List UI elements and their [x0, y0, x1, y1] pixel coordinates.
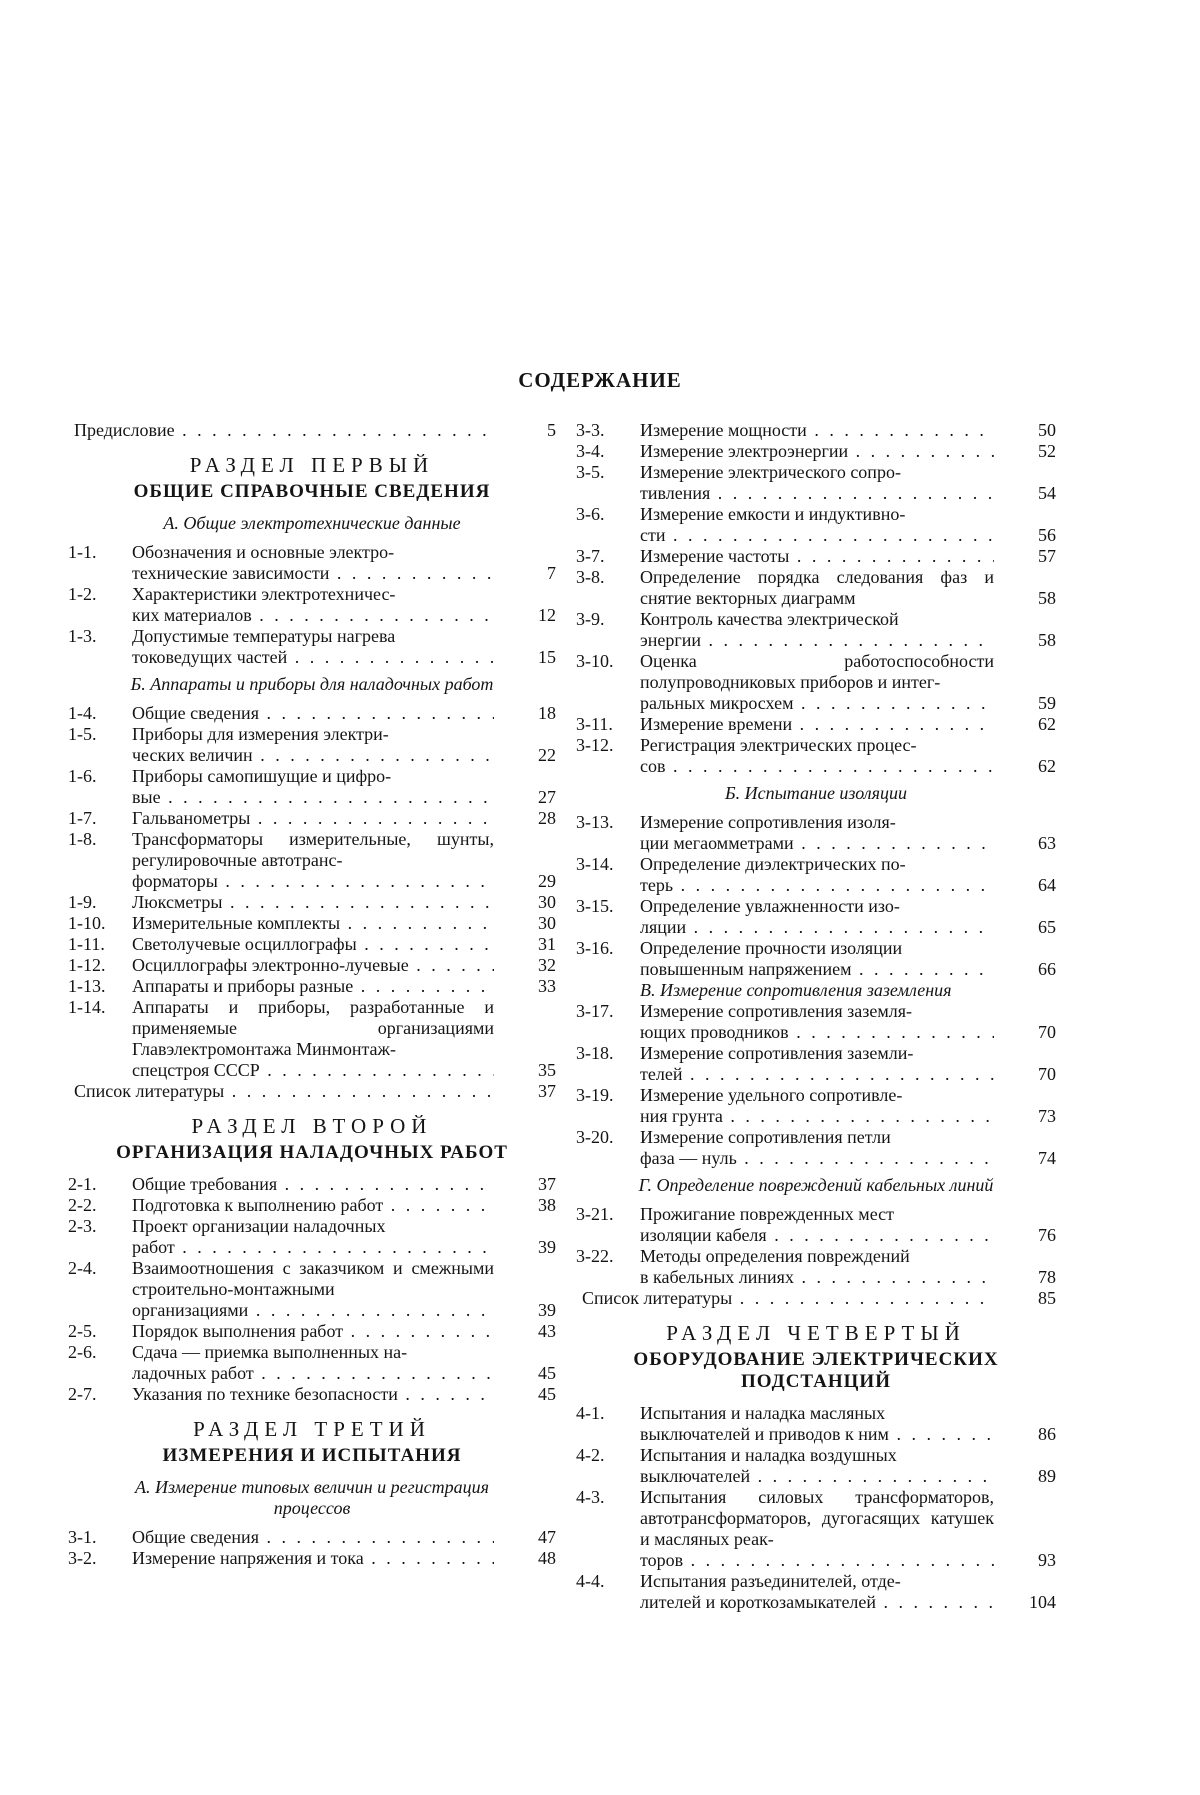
- entry-page: 89: [1038, 1466, 1056, 1486]
- entry-page: 31: [538, 934, 556, 954]
- entry-number: 3-17.: [576, 1001, 614, 1021]
- entry-text-tail: сти . . .: [640, 525, 994, 546]
- toc-entry: [68, 997, 556, 1081]
- entry-text: [132, 1195, 494, 1216]
- entry-number: 4-3.: [576, 1487, 605, 1507]
- toc-entry: [576, 1445, 1056, 1487]
- entry-text-tail: торов . . .: [640, 1550, 994, 1571]
- entry-number: 4-4.: [576, 1571, 605, 1591]
- entry-page: 73: [1038, 1106, 1056, 1126]
- entry-number: 2-5.: [68, 1321, 97, 1341]
- part3-v-list: [576, 1001, 1056, 1169]
- entry-text-tail: организациями . . .: [132, 1300, 494, 1321]
- toc-entry: [576, 735, 1056, 777]
- entry-text-tail: Светолучевые осциллографы . . .: [132, 934, 494, 955]
- entry-text: [132, 892, 494, 913]
- toc-entry: [68, 766, 556, 808]
- toc-entry: [576, 567, 1056, 609]
- entry-page: 38: [538, 1195, 556, 1215]
- entry-page: 62: [1038, 714, 1056, 734]
- entry-text-tail: терь . . .: [640, 875, 994, 896]
- entry-page: 56: [1038, 525, 1056, 545]
- entry-text: [132, 808, 494, 829]
- toc-entry: [576, 1403, 1056, 1445]
- entry-text-tail: Измерение времени . . .: [640, 714, 994, 735]
- entry-number: 3-1.: [68, 1527, 97, 1547]
- entry-text: [640, 854, 994, 896]
- part1-b-list: [68, 703, 556, 1081]
- toc-entry: [68, 913, 556, 934]
- entry-text: [640, 1204, 994, 1246]
- entry-page: 39: [538, 1237, 556, 1257]
- entry-text-head: Приборы для измерения электри-: [132, 724, 389, 744]
- entry-number: 1-10.: [68, 913, 106, 933]
- entry-text: [132, 724, 494, 766]
- entry-text: [640, 1445, 994, 1487]
- entry-page: 66: [1038, 959, 1056, 979]
- entry-text: [640, 714, 994, 735]
- entry-text-tail: Общие требования . . .: [132, 1174, 494, 1195]
- entry-page: 29: [538, 871, 556, 891]
- entry-number: 3-14.: [576, 854, 614, 874]
- entry-page: 63: [1038, 833, 1056, 853]
- part1-title: ОБЩИЕ СПРАВОЧНЫЕ СВЕДЕНИЯ: [133, 481, 491, 502]
- entry-text-tail: ляции . . .: [640, 917, 994, 938]
- entry-text-tail: форматоры . . .: [132, 871, 494, 892]
- entry-page: 45: [538, 1384, 556, 1404]
- part3-a-continued-list: [576, 420, 1056, 777]
- entry-text: [132, 703, 494, 724]
- entry-number: 2-3.: [68, 1216, 97, 1236]
- entry-text-head: Измерение сопротивления заземля-: [640, 1001, 912, 1021]
- entry-text-tail: Измерение электроэнергии . . .: [640, 441, 994, 462]
- entry-text: [132, 1321, 494, 1342]
- toc-entry: [576, 1127, 1056, 1169]
- entry-text-head: Аппараты и приборы, разработанные и применяемые организациями Главэлектромонтажа Минмонтаж-: [132, 997, 494, 1059]
- entry-number: 3-19.: [576, 1085, 614, 1105]
- toc-right-column: [576, 420, 1056, 1613]
- entry-page: 65: [1038, 917, 1056, 937]
- entry-number: 1-2.: [68, 584, 97, 604]
- entry-text-head: Контроль качества электрической: [640, 609, 899, 629]
- toc-entry-literature: [576, 1288, 1056, 1309]
- entry-page: 76: [1038, 1225, 1056, 1245]
- entry-number: 4-2.: [576, 1445, 605, 1465]
- entry-text-head: Измерение сопротивления изоля-: [640, 812, 896, 832]
- entry-text-tail: энергии . . .: [640, 630, 994, 651]
- toc-entry: [68, 626, 556, 668]
- entry-number: 3-5.: [576, 462, 605, 482]
- entry-number: 3-20.: [576, 1127, 614, 1147]
- entry-page: 32: [538, 955, 556, 975]
- toc-entry: [68, 955, 556, 976]
- toc-entry: [576, 441, 1056, 462]
- part4-title: ОБОРУДОВАНИЕ ЭЛЕКТРИЧЕСКИХ ПОДСТАНЦИЙ: [633, 1349, 999, 1392]
- entry-text-head: Испытания силовых трансформаторов, автотрансформаторов, дугогасящих катушек и масляных реак-: [640, 1487, 994, 1549]
- entry-text-tail: вые . . .: [132, 787, 494, 808]
- entry-text-head: Измерение электрического сопро-: [640, 462, 901, 482]
- entry-page: 78: [1038, 1267, 1056, 1287]
- toc-left-column: [68, 420, 556, 1569]
- entry-text: [640, 546, 994, 567]
- entry-number: 1-5.: [68, 724, 97, 744]
- entry-number: 1-7.: [68, 808, 97, 828]
- entry-text-head: Определение прочности изоляции: [640, 938, 903, 958]
- entry-text-tail: сов . . .: [640, 756, 994, 777]
- entry-page: 58: [1038, 588, 1056, 608]
- toc-entry: [576, 420, 1056, 441]
- entry-number: 3-6.: [576, 504, 605, 524]
- entry-text-tail: выключателей и приводов к ним . . .: [640, 1424, 994, 1445]
- entry-number: 1-4.: [68, 703, 97, 723]
- entry-text: [640, 1403, 994, 1445]
- entry-page: 64: [1038, 875, 1056, 895]
- entry-text: [640, 1571, 994, 1613]
- entry-number: 1-12.: [68, 955, 106, 975]
- entry-page: 59: [1038, 693, 1056, 713]
- entry-page: 50: [1038, 420, 1056, 440]
- entry-text: [132, 829, 494, 892]
- entry-text: [132, 1258, 494, 1321]
- entry-page: 5: [547, 420, 556, 440]
- entry-text: [132, 976, 494, 997]
- toc-entry: [576, 1001, 1056, 1043]
- entry-text-tail: ральных микросхем . . .: [640, 693, 994, 714]
- entry-text-tail: лителей и короткозамыкателей . . .: [640, 1592, 994, 1613]
- toc-entry: [68, 1195, 556, 1216]
- part3-subsection-b: Б. Испытание изоляции: [725, 783, 907, 803]
- entry-text: [132, 1216, 494, 1258]
- entry-text-tail: телей . . .: [640, 1064, 994, 1085]
- entry-page: 7: [547, 563, 556, 583]
- entry-page: 28: [538, 808, 556, 828]
- entry-text-head: Измерение сопротивления петли: [640, 1127, 891, 1147]
- entry-number: 3-2.: [68, 1548, 97, 1568]
- toc-entry: [576, 812, 1056, 854]
- entry-text: [132, 766, 494, 808]
- toc-entry: [68, 703, 556, 724]
- entry-page: 30: [538, 913, 556, 933]
- entry-page: 37: [538, 1081, 556, 1101]
- entry-text-tail: Подготовка к выполнению работ . . .: [132, 1195, 494, 1216]
- entry-number: 3-18.: [576, 1043, 614, 1063]
- entry-page: 52: [1038, 441, 1056, 461]
- toc-entry: [576, 1085, 1056, 1127]
- entry-text-head: Определение диэлектрических по-: [640, 854, 906, 874]
- entry-page: 43: [538, 1321, 556, 1341]
- entry-text-tail: повышенным напряжением . . .: [640, 959, 994, 980]
- part2-title: ОРГАНИЗАЦИЯ НАЛАДОЧНЫХ РАБОТ: [116, 1142, 508, 1163]
- toc-entry: [576, 1487, 1056, 1571]
- entry-page: 22: [538, 745, 556, 765]
- toc-entry: [68, 892, 556, 913]
- entry-text-tail: тивления . . .: [640, 483, 994, 504]
- entry-text: [640, 1043, 994, 1085]
- toc-entry: [576, 854, 1056, 896]
- entry-page: 86: [1038, 1424, 1056, 1444]
- page-title: СОДЕРЖАНИЕ: [518, 368, 682, 392]
- toc-entry: [576, 609, 1056, 651]
- entry-text: [640, 1246, 994, 1288]
- toc-entry: [68, 808, 556, 829]
- toc-entry: [68, 542, 556, 584]
- entry-text-tail: изоляции кабеля . . .: [640, 1225, 994, 1246]
- toc-entry: [576, 938, 1056, 980]
- entry-text-head: Сдача — приемка выполненных на-: [132, 1342, 408, 1362]
- entry-text: [640, 812, 994, 854]
- toc-entry: [68, 584, 556, 626]
- toc-entry: [68, 829, 556, 892]
- entry-text-tail: Измерение напряжения и тока . . .: [132, 1548, 494, 1569]
- toc-entry: [68, 976, 556, 997]
- entry-text-head: Приборы самопишущие и цифро-: [132, 766, 392, 786]
- entry-number: 2-2.: [68, 1195, 97, 1215]
- toc-entry: [576, 714, 1056, 735]
- entry-page: 18: [538, 703, 556, 723]
- entry-text: [132, 1527, 494, 1548]
- entry-text: [132, 1548, 494, 1569]
- toc-entry: [576, 1571, 1056, 1613]
- entry-text: [132, 1342, 494, 1384]
- entry-text: [132, 955, 494, 976]
- toc-entry: [576, 651, 1056, 714]
- entry-page: 54: [1038, 483, 1056, 503]
- entry-text: [640, 609, 994, 651]
- entry-text: [132, 1174, 494, 1195]
- entry-text: [640, 896, 994, 938]
- entry-number: 3-13.: [576, 812, 614, 832]
- entry-text-tail: Осциллографы электронно-лучевые . . .: [132, 955, 494, 976]
- entry-page: 47: [538, 1527, 556, 1547]
- entry-text-head: Определение порядка следования фаз и снятие векторных диаграмм: [640, 567, 994, 608]
- entry-text-tail: Общие сведения . . .: [132, 703, 494, 724]
- part3-subsection-a: А. Измерение типовых величин и регистрация процессов: [134, 1477, 490, 1518]
- toc-entry: [68, 724, 556, 766]
- toc-entry: [68, 1174, 556, 1195]
- entry-text-tail: Люксметры . . .: [132, 892, 494, 913]
- entry-page: 74: [1038, 1148, 1056, 1168]
- toc-entry: [576, 1204, 1056, 1246]
- toc-entry: [68, 1342, 556, 1384]
- part4-label: РАЗДЕЛ ЧЕТВЕРТЫЙ: [666, 1321, 966, 1345]
- part3-title: ИЗМЕРЕНИЯ И ИСПЫТАНИЯ: [162, 1445, 462, 1466]
- entry-page: 48: [538, 1548, 556, 1568]
- entry-number: 3-4.: [576, 441, 605, 461]
- entry-text-head: Допустимые температуры нагрева: [132, 626, 396, 646]
- entry-page: 27: [538, 787, 556, 807]
- entry-text-tail: Измерение мощности . . .: [640, 420, 994, 441]
- part3-b-list: [576, 812, 1056, 980]
- entry-text-tail: выключателей . . .: [640, 1466, 994, 1487]
- toc-entry: [68, 1321, 556, 1342]
- entry-page: 39: [538, 1300, 556, 1320]
- toc-entry: [68, 1384, 556, 1405]
- toc-entry: [68, 1527, 556, 1548]
- part3-list: [68, 1527, 556, 1569]
- entry-page: 15: [538, 647, 556, 667]
- entry-text: Список литературы . . .: [74, 1081, 494, 1102]
- toc-entry-literature: [68, 1081, 556, 1102]
- part1-label: РАЗДЕЛ ПЕРВЫЙ: [189, 453, 435, 477]
- entry-number: 3-12.: [576, 735, 614, 755]
- entry-page: 93: [1038, 1550, 1056, 1570]
- entry-text-head: Испытания разъединителей, отде-: [640, 1571, 901, 1591]
- part2-list: [68, 1174, 556, 1405]
- entry-page: 57: [1038, 546, 1056, 566]
- entry-page: 58: [1038, 630, 1056, 650]
- part1-subsection-b: Б. Аппараты и приборы для наладочных работ: [130, 674, 494, 694]
- entry-number: 4-1.: [576, 1403, 605, 1423]
- entry-text-tail: ладочных работ . . .: [132, 1363, 494, 1384]
- entry-text-head: Методы определения повреждений: [640, 1246, 910, 1266]
- entry-number: 3-16.: [576, 938, 614, 958]
- toc-entry: [68, 1258, 556, 1321]
- entry-text-tail: Гальванометры . . .: [132, 808, 494, 829]
- entry-text-tail: Указания по технике безопасности . . .: [132, 1384, 494, 1405]
- entry-text: [640, 1001, 994, 1043]
- part1-subsection-a: А. Общие электротехнические данные: [163, 513, 461, 533]
- entry-text: [132, 913, 494, 934]
- entry-page: 104: [1029, 1592, 1056, 1612]
- entry-text-tail: токоведущих частей . . .: [132, 647, 494, 668]
- entry-text-head: Испытания и наладка масляных: [640, 1403, 886, 1423]
- entry-text-tail: Порядок выполнения работ . . .: [132, 1321, 494, 1342]
- entry-text: [640, 1085, 994, 1127]
- toc-entry: [576, 1043, 1056, 1085]
- entry-text: [132, 1384, 494, 1405]
- entry-text: [132, 584, 494, 626]
- toc-entry: [576, 896, 1056, 938]
- entry-page: 62: [1038, 756, 1056, 776]
- toc-entry: [68, 1216, 556, 1258]
- toc-entry: [576, 504, 1056, 546]
- part3-g-list: [576, 1204, 1056, 1288]
- entry-text-head: Трансформаторы измерительные, шунты, регулировочные автотранс-: [132, 829, 494, 870]
- entry-number: 1-13.: [68, 976, 106, 996]
- entry-number: 2-4.: [68, 1258, 97, 1278]
- entry-number: 3-7.: [576, 546, 605, 566]
- entry-number: 1-11.: [68, 934, 105, 954]
- entry-text-tail: в кабельных линиях . . .: [640, 1267, 994, 1288]
- entry-text: [132, 934, 494, 955]
- entry-number: 3-15.: [576, 896, 614, 916]
- entry-number: 3-10.: [576, 651, 614, 671]
- entry-page: 33: [538, 976, 556, 996]
- part3-label: РАЗДЕЛ ТРЕТИЙ: [193, 1417, 431, 1441]
- part3-subsection-v: В. Измерение сопротивления заземления: [640, 980, 952, 1000]
- entry-text: [640, 504, 994, 546]
- entry-text-tail: Измерительные комплекты . . .: [132, 913, 494, 934]
- entry-text-tail: технические зависимости . . .: [132, 563, 494, 584]
- entry-page: 30: [538, 892, 556, 912]
- toc-entry-preface: [68, 420, 556, 441]
- entry-text-head: Прожигание поврежденных мест: [640, 1204, 894, 1224]
- entry-text-head: Измерение емкости и индуктивно-: [640, 504, 906, 524]
- part2-label: РАЗДЕЛ ВТОРОЙ: [191, 1114, 433, 1138]
- entry-page: 85: [1038, 1288, 1056, 1308]
- entry-text-tail: ния грунта . . .: [640, 1106, 994, 1127]
- entry-number: 1-9.: [68, 892, 97, 912]
- entry-text-tail: Аппараты и приборы разные . . .: [132, 976, 494, 997]
- entry-text-tail: ких материалов . . .: [132, 605, 494, 626]
- part4-list: [576, 1403, 1056, 1613]
- entry-text-head: Взаимоотношения с заказчиком и смежными строительно-монтажными: [132, 1258, 494, 1299]
- entry-page: 70: [1038, 1064, 1056, 1084]
- entry-text: [132, 997, 494, 1081]
- entry-text-head: Измерение удельного сопротивле-: [640, 1085, 903, 1105]
- entry-text: [640, 462, 994, 504]
- entry-text: [640, 567, 994, 609]
- entry-text-head: Обозначения и основные электро-: [132, 542, 395, 562]
- entry-number: 1-3.: [68, 626, 97, 646]
- entry-text-tail: фаза — нуль . . .: [640, 1148, 994, 1169]
- entry-number: 1-8.: [68, 829, 97, 849]
- entry-text-tail: Измерение частоты . . .: [640, 546, 994, 567]
- entry-text: [640, 1487, 994, 1571]
- entry-text-tail: спецстроя СССР . . .: [132, 1060, 494, 1081]
- entry-text-head: Испытания и наладка воздушных: [640, 1445, 897, 1465]
- part3-subsection-g: Г. Определение повреждений кабельных линий: [638, 1175, 994, 1195]
- entry-text: Предисловие . . .: [74, 420, 494, 441]
- entry-text-head: Проект организации наладочных: [132, 1216, 386, 1236]
- entry-number: 3-22.: [576, 1246, 614, 1266]
- entry-text-head: Характеристики электротехничес-: [132, 584, 396, 604]
- entry-text: [132, 626, 494, 668]
- entry-text-tail: ции мегаомметрами . . .: [640, 833, 994, 854]
- toc-entry: [576, 546, 1056, 567]
- toc-entry: [68, 1548, 556, 1569]
- entry-text: [640, 938, 994, 980]
- entry-text-tail: Общие сведения . . .: [132, 1527, 494, 1548]
- entry-number: 3-9.: [576, 609, 605, 629]
- entry-text-head: Регистрация электрических процес-: [640, 735, 917, 755]
- toc-entry: [576, 462, 1056, 504]
- entry-page: 45: [538, 1363, 556, 1383]
- entry-number: 2-1.: [68, 1174, 97, 1194]
- entry-number: 1-14.: [68, 997, 106, 1017]
- entry-text: [640, 420, 994, 441]
- toc-entry: [68, 934, 556, 955]
- entry-text-head: Определение увлажненности изо-: [640, 896, 900, 916]
- entry-number: 3-11.: [576, 714, 613, 734]
- entry-text: [640, 441, 994, 462]
- entry-text: [640, 651, 994, 714]
- entry-number: 3-8.: [576, 567, 605, 587]
- entry-number: 1-1.: [68, 542, 97, 562]
- part1-a-list: [68, 542, 556, 668]
- entry-number: 2-6.: [68, 1342, 97, 1362]
- entry-text-head: Измерение сопротивления заземли-: [640, 1043, 914, 1063]
- entry-number: 3-21.: [576, 1204, 614, 1224]
- entry-text-tail: ющих проводников . . .: [640, 1022, 994, 1043]
- entry-text-tail: ческих величин . . .: [132, 745, 494, 766]
- entry-text: [132, 542, 494, 584]
- entry-number: 1-6.: [68, 766, 97, 786]
- entry-text-head: Оценка работоспособности полупроводниковых приборов и интег-: [640, 651, 994, 692]
- toc-entry: [576, 1246, 1056, 1288]
- entry-number: 2-7.: [68, 1384, 97, 1404]
- entry-text: [640, 735, 994, 777]
- entry-text-tail: работ . . .: [132, 1237, 494, 1258]
- entry-page: 35: [538, 1060, 556, 1080]
- entry-page: 37: [538, 1174, 556, 1194]
- entry-text: Список литературы . . .: [582, 1288, 994, 1309]
- entry-page: 12: [538, 605, 556, 625]
- entry-number: 3-3.: [576, 420, 605, 440]
- entry-text: [640, 1127, 994, 1169]
- entry-page: 70: [1038, 1022, 1056, 1042]
